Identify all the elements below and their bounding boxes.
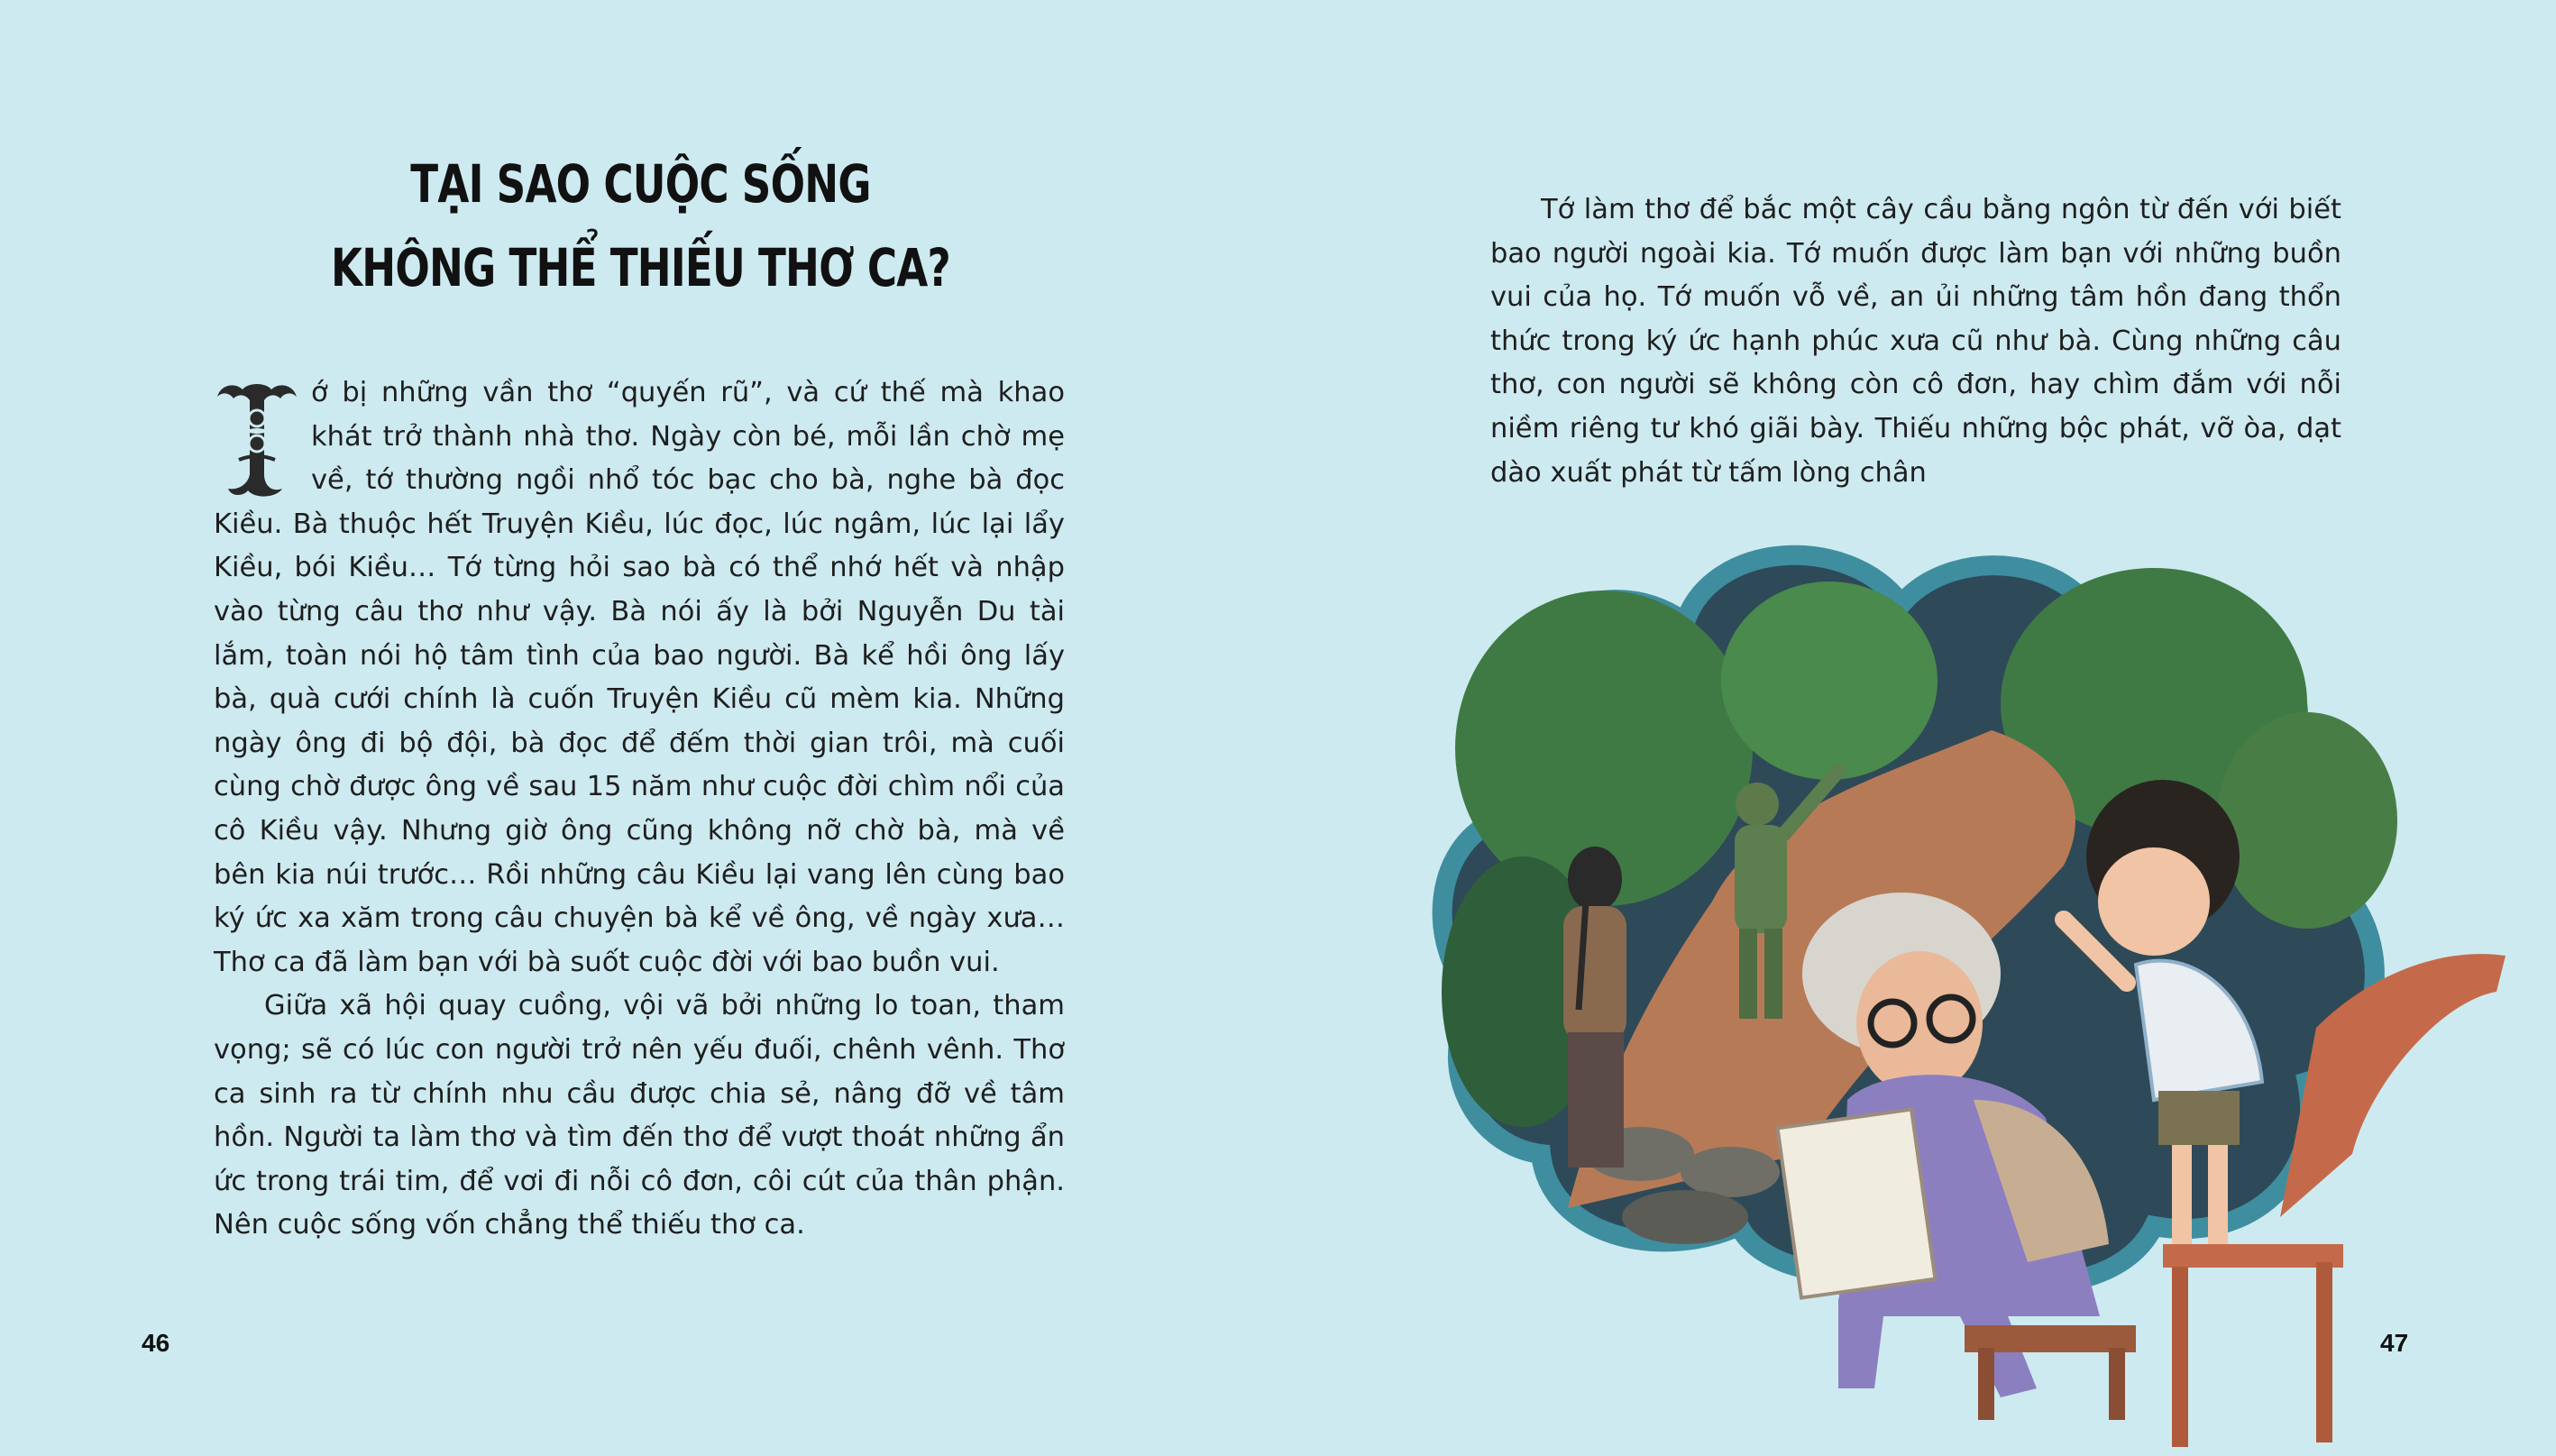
title-line-1: TẠI SAO CUỘC SỐNG	[410, 153, 871, 215]
paragraph-1-text: ớ bị những vần thơ “quyến rũ”, và cứ thế mà khao khát trở thành nhà thơ. Ngày còn bé, mỗi lần chờ mẹ về, tớ thường ngồi nhổ tóc bạc cho bà, nghe bà đọc Kiều. Bà thuộc hết Truyện Kiều, lúc đọc, lúc ngâm, lúc lại lẩy Kiều, bói Kiều… Tớ từng hỏi sao bà có thể nhớ hết và nhập vào từng câu thơ như vậy. Bà nói ấy là bởi Nguyễn Du tài lắm, toàn nói hộ tâm tình của bao người. Bà kể hồi ông lấy bà, quà cưới chính là cuốn Truyện Kiều cũ mèm kia. Những ngày ông đi bộ đội, bà đọc để đếm thời gian trôi, mà cuối cùng chờ được ông về sau 15 năm như cuộc đời chìm nổi của cô Kiều vậy. Nhưng giờ ông cũng không nỡ chờ bà, mà về bên kia núi trước… Rồi những câu Kiều lại vang lên cùng bao ký ức xa xăm trong câu chuyện bà kể về ông, về ngày xưa… Thơ ca đã làm bạn với bà suốt cuộc đời với bao buồn vui.	[214, 377, 1065, 978]
page-number-right: 47	[2380, 1329, 2409, 1357]
paragraph-2: Giữa xã hội quay cuồng, vội vã bởi những lo toan, tham vọng; sẽ có lúc con người trở nên yếu đuối, chênh vênh. Thơ ca sinh ra từ chính nhu cầu được chia sẻ, nâng đỡ về tâm hồn. Người ta làm thơ và tìm đến thơ để vượt thoát những ẩn ức trong trái tim, để vơi đi nỗi cô đơn, côi cút của thân phận. Nên cuộc sống vốn chẳng thể thiếu thơ ca.	[214, 990, 1065, 1241]
title-line-2: KHÔNG THỂ THIẾU THƠ CA?	[331, 237, 950, 298]
ornamental-drop-cap-t-icon	[212, 377, 302, 501]
page-number-left: 46	[142, 1329, 170, 1357]
right-body-text	[1490, 188, 2341, 495]
page-title	[307, 142, 974, 310]
grandmother-reading-illustration	[1415, 523, 2556, 1456]
right-paragraph-1: Tớ làm thơ để bắc một cây cầu bằng ngôn từ đến với biết bao người ngoài kia. Tớ muốn được làm bạn với những buồn vui của họ. Tớ muốn vỗ về, an ủi những tâm hồn đang thổn thức trong ký ức hạnh phúc xưa cũ như bà. Cùng những câu thơ, con người sẽ không còn cô đơn, hay chìm đắm với nỗi niềm riêng tư khó giãi bày. Thiếu những bộc phát, vỡ òa, dạt dào xuất phát từ tấm lòng chân	[1490, 194, 2341, 489]
paragraph-1	[214, 371, 1065, 984]
left-body-text	[214, 371, 1065, 1248]
